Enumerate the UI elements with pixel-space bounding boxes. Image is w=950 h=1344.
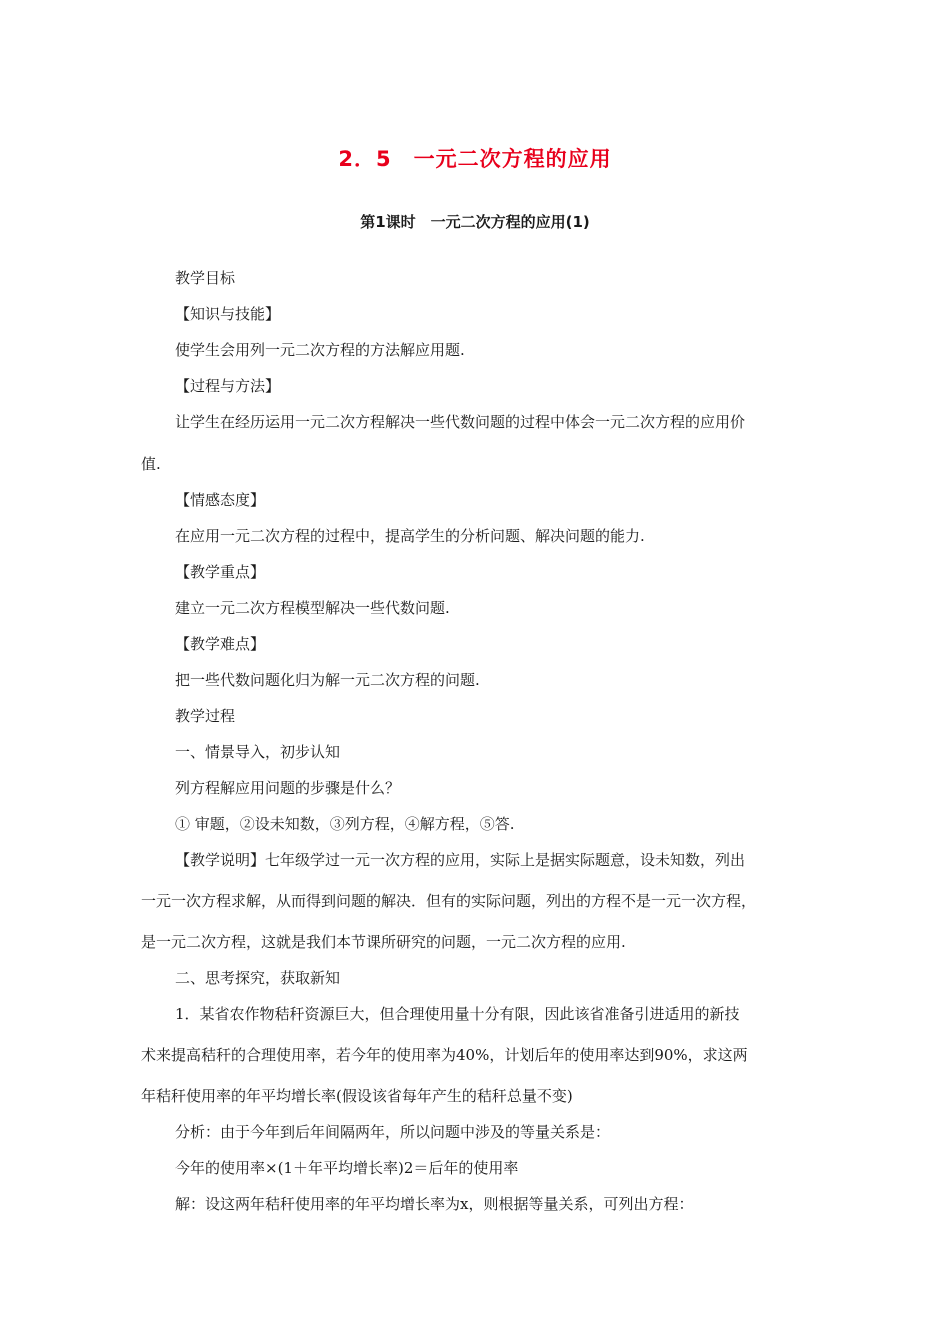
paragraph-line: 建立一元二次方程模型解决一些代数问题. (175, 599, 450, 617)
paragraph-line: 分析：由于今年到后年间隔两年，所以问题中涉及的等量关系是： (175, 1123, 611, 1141)
paragraph-line: 使学生会用列一元二次方程的方法解应用题. (175, 341, 465, 359)
paragraph-line: 把一些代数问题化归为解一元二次方程的问题. (175, 671, 480, 689)
paragraph-line: 让学生在经历运用一元二次方程解决一些代数问题的过程中体会一元二次方程的应用价 (175, 413, 746, 431)
page-title: 2．5 一元二次方程的应用 (338, 147, 612, 171)
subsection-heading: 二、思考探究，获取新知 (175, 969, 341, 987)
paragraph-line: 是一元二次方程，这就是我们本节课所研究的问题，一元二次方程的应用. (141, 933, 626, 951)
section-heading-process: 教学过程 (175, 707, 236, 725)
paragraph-line: 年秸秆使用率的年平均增长率(假设该省每年产生的秸秆总量不变) (141, 1087, 573, 1105)
section-heading-objectives: 教学目标 (175, 269, 236, 287)
heading-teaching-difficulty: 【教学难点】 (175, 635, 266, 653)
heading-emotion-attitude: 【情感态度】 (175, 491, 266, 509)
equation-line: 今年的使用率×(1＋年平均增长率)2＝后年的使用率 (175, 1159, 519, 1177)
heading-process-method: 【过程与方法】 (175, 377, 281, 395)
paragraph-line: ① 审题，②设未知数，③列方程，④解方程，⑤答. (175, 815, 515, 833)
heading-knowledge-skills: 【知识与技能】 (175, 305, 281, 323)
heading-teaching-focus: 【教学重点】 (175, 563, 266, 581)
paragraph-line: 【教学说明】七年级学过一元一次方程的应用，实际上是据实际题意，设未知数，列出 (175, 851, 746, 869)
paragraph-line: 列方程解应用问题的步骤是什么？ (175, 779, 401, 797)
paragraph-line: 在应用一元二次方程的过程中，提高学生的分析问题、解决问题的能力. (175, 527, 645, 545)
paragraph-line: 解：设这两年秸秆使用率的年平均增长率为x，则根据等量关系，可列出方程： (175, 1195, 694, 1213)
lesson-subtitle: 第1课时 一元二次方程的应用(1) (360, 213, 590, 231)
paragraph-line: 术来提高秸秆的合理使用率，若今年的使用率为40%，计划后年的使用率达到90%，求这两 (141, 1046, 748, 1064)
subsection-heading: 一、情景导入，初步认知 (175, 743, 341, 761)
paragraph-line: 一元一次方程求解，从而得到问题的解决．但有的实际问题，列出的方程不是一元一次方程， (141, 892, 757, 910)
paragraph-line: 值. (141, 455, 161, 473)
paragraph-line: 1．某省农作物秸秆资源巨大，但合理使用量十分有限，因此该省准备引进适用的新技 (175, 1005, 740, 1023)
